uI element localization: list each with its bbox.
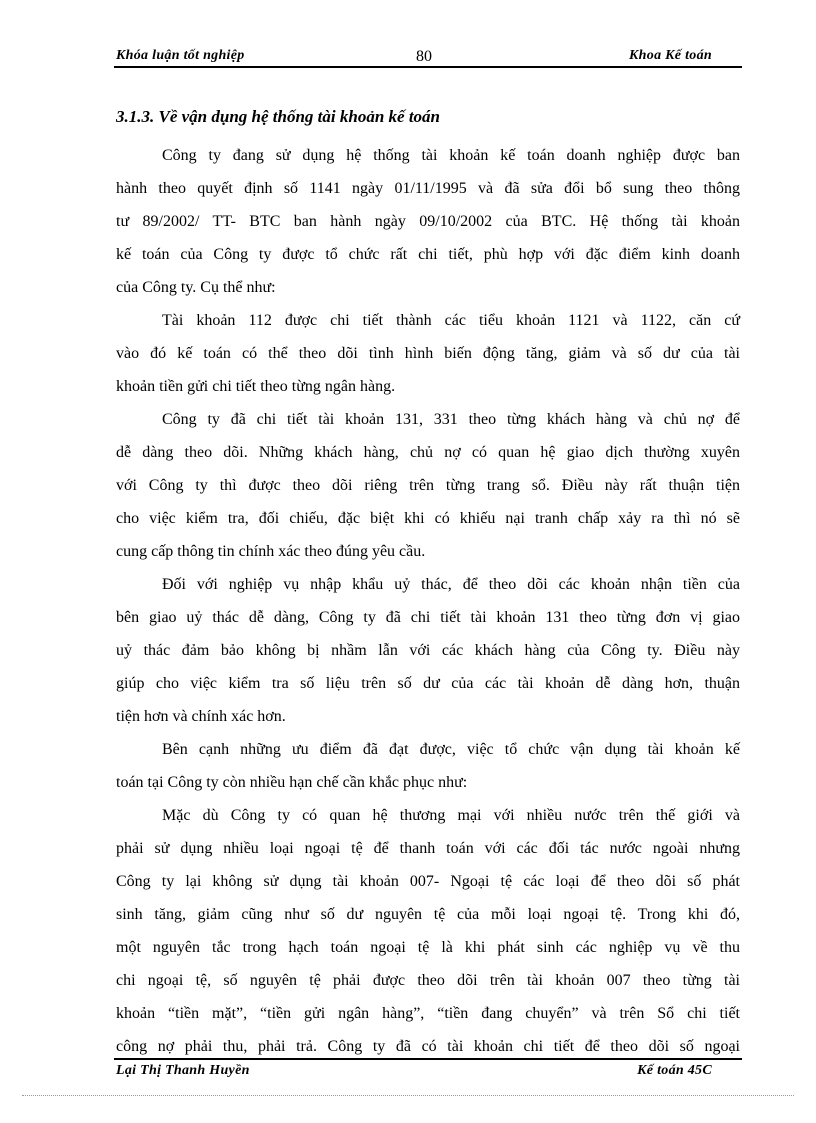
paragraph-line: tiện hơn và chính xác hơn. xyxy=(116,708,286,725)
paragraph-line: tư 89/2002/ TT- BTC ban hành ngày 09/10/2002 của BTC. Hệ thống tài khoản xyxy=(116,213,740,230)
paragraph-line: giúp cho việc kiểm tra số liệu trên số dư của các tài khoản dễ dàng hơn, thuận xyxy=(116,675,740,692)
paragraph-line: công nợ phải thu, phải trả. Công ty đã có tài khoản chi tiết để theo dõi số ngoại xyxy=(116,1038,740,1055)
paragraph-line: một nguyên tắc trong hạch toán ngoại tệ là khi phát sinh các nghiệp vụ về thu xyxy=(116,939,740,956)
page-bottom-divider xyxy=(22,1095,794,1096)
footer-author: Lại Thị Thanh Huyền xyxy=(116,1063,250,1078)
paragraph-line: Công ty lại không sử dụng tài khoản 007- Ngoại tệ các loại để theo dõi số phát xyxy=(116,873,740,890)
paragraph-line: toán tại Công ty còn nhiều hạn chế cần khắc phục như: xyxy=(116,774,468,791)
paragraph-line: dễ dàng theo dõi. Những khách hàng, chủ nợ có quan hệ giao dịch thường xuyên xyxy=(116,444,740,461)
paragraph-line: cung cấp thông tin chính xác theo đúng yêu cầu. xyxy=(116,543,426,560)
header-thesis-label: Khóa luận tốt nghiệp xyxy=(116,48,245,63)
header-faculty-label: Khoa Kế toán xyxy=(629,48,712,63)
paragraph-line: của Công ty. Cụ thể như: xyxy=(116,279,276,296)
paragraph-line: Công ty đang sử dụng hệ thống tài khoản kế toán doanh nghiệp được ban xyxy=(162,147,740,164)
paragraph-line: phải sử dụng nhiều loại ngoại tệ để thanh toán với các đối tác nước ngoài nhưng xyxy=(116,840,740,857)
paragraph-line: sinh tăng, giảm cũng như số dư nguyên tệ của mỗi loại ngoại tệ. Trong khi đó, xyxy=(116,906,740,923)
page-number: 80 xyxy=(416,48,432,65)
paragraph-line: hành theo quyết định số 1141 ngày 01/11/1995 và đã sửa đổi bổ sung theo thông xyxy=(116,180,740,197)
paragraph-line: Đối với nghiệp vụ nhập khẩu uỷ thác, để theo dõi các khoản nhận tiền của xyxy=(162,576,740,593)
paragraph-line: với Công ty thì được theo dõi riêng trên từng trang sổ. Điều này rất thuận tiện xyxy=(116,477,740,494)
body-text xyxy=(116,139,740,1063)
paragraph-line: cho việc kiểm tra, đối chiếu, đặc biệt khi có khiếu nại tranh chấp xảy ra thì nó sẽ xyxy=(116,510,740,527)
paragraph-line: khoản “tiền mặt”, “tiền gửi ngân hàng”, “tiền đang chuyển” và trên Sổ chi tiết xyxy=(116,1005,740,1022)
paragraph-line: kế toán của Công ty được tổ chức rất chi tiết, phù hợp với đặc điểm kinh doanh xyxy=(116,246,740,263)
paragraph-line: bên giao uỷ thác dễ dàng, Công ty đã chi tiết tài khoản 131 theo từng đơn vị giao xyxy=(116,609,740,626)
paragraph-line: chi ngoại tệ, số nguyên tệ phải được theo dõi trên tài khoản 007 theo từng tài xyxy=(116,972,740,989)
paragraph-line: Bên cạnh những ưu điểm đã đạt được, việc tổ chức vận dụng tài khoản kế xyxy=(162,741,740,758)
page-footer xyxy=(114,1058,742,1080)
paragraph-line: Công ty đã chi tiết tài khoản 131, 331 theo từng khách hàng và chủ nợ để xyxy=(162,411,740,428)
paragraph-line: Mặc dù Công ty có quan hệ thương mại với nhiều nước trên thế giới và xyxy=(162,807,740,824)
page-header xyxy=(114,46,742,68)
paragraph-line: uỷ thác đảm bảo không bị nhầm lẫn với các khách hàng của Công ty. Điều này xyxy=(116,642,740,659)
paragraph-line: khoản tiền gửi chi tiết theo từng ngân hàng. xyxy=(116,378,396,395)
paragraph-line: vào đó kế toán có thể theo dõi tình hình biến động tăng, giảm và số dư của tài xyxy=(116,345,740,362)
paragraph-line: Tài khoản 112 được chi tiết thành các tiểu khoản 1121 và 1122, căn cứ xyxy=(162,312,740,329)
section-heading: 3.1.3. Về vận dụng hệ thống tài khoản kế toán xyxy=(116,107,441,126)
footer-class: Kế toán 45C xyxy=(637,1063,712,1078)
